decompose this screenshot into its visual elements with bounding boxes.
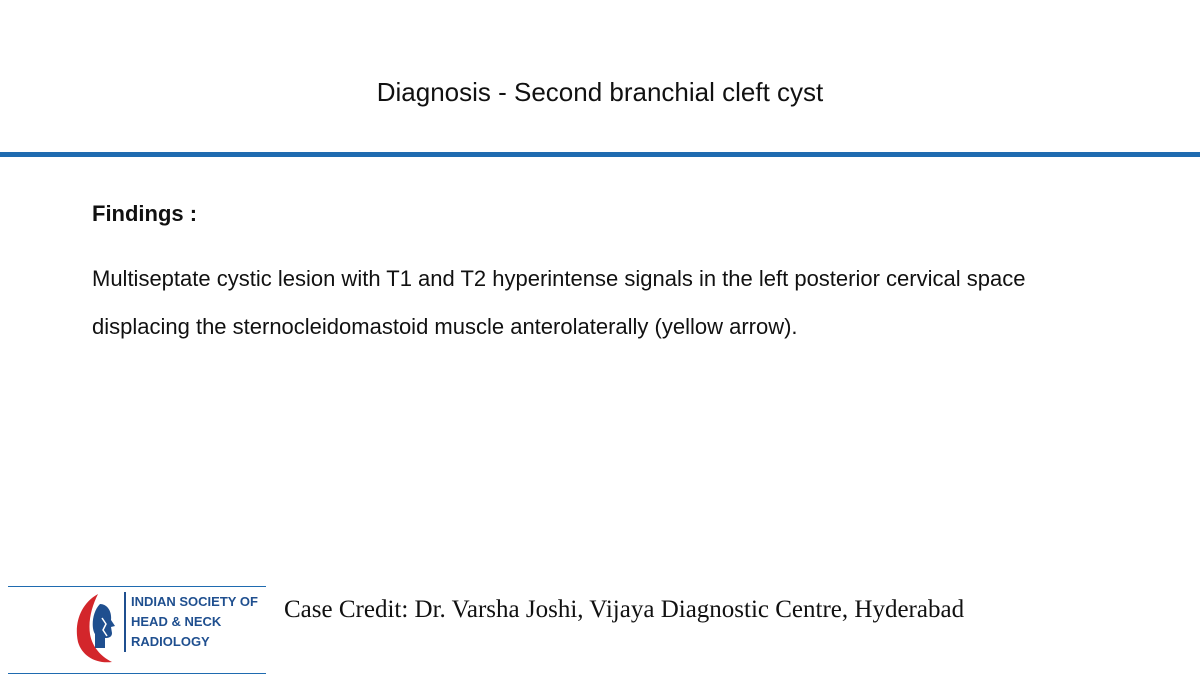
logo-text: [124, 592, 258, 652]
logo-head-silhouette: [93, 604, 115, 648]
footer-divider-top: [8, 586, 266, 587]
slide-title: Diagnosis - Second branchial cleft cyst: [376, 77, 824, 107]
head-profile-icon: [74, 590, 122, 668]
logo-text-line-1: INDIAN SOCIETY OF: [131, 594, 258, 609]
case-credit: Case Credit: Dr. Varsha Joshi, Vijaya Diagnostic Centre, Hyderabad: [284, 596, 965, 623]
findings-body: Multiseptate cystic lesion with T1 and T2 hyperintense signals in the left posterior cervical space displacing the sternocleidomastoid muscle anterolaterally (yellow arrow).: [92, 266, 1026, 339]
footer-divider-bottom: [8, 673, 266, 674]
findings-heading: Findings :: [92, 201, 198, 226]
logo-text-line-2: HEAD & NECK: [131, 614, 222, 629]
logo-text-line-3: RADIOLOGY: [131, 634, 210, 649]
title-divider: [0, 152, 1200, 157]
